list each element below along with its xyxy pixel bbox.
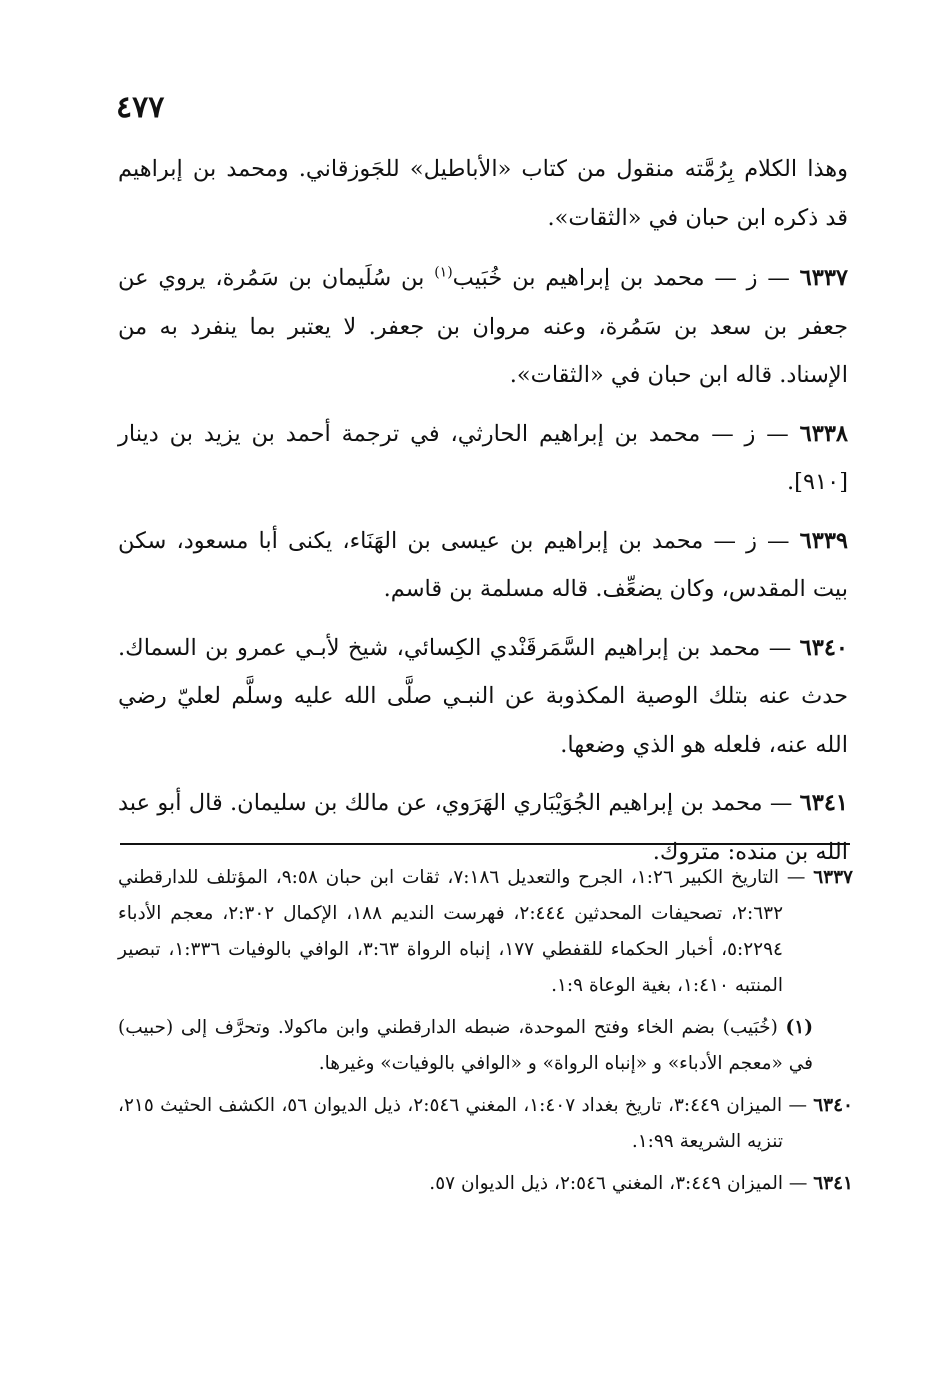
paragraph-text: وهذا الكلام بِرُمَّته منقول من كتاب «الأباطيل» للجَوزقاني. ومحمد بن إبراهيم قد ذكره ابن حبان في «الثقات».: [118, 156, 848, 231]
entry-number: ٦٣٣٧: [799, 265, 849, 291]
footnote-text: (خُبَيب) بضم الخاء وفتح الموحدة، ضبطه الدارقطني وابن ماكولا. وتحرَّف إلى (حبيب) في «معجم الأدباء» و «إنباه الرواة» و «الوافي بالوفيات» وغيرها.: [118, 1017, 813, 1074]
footnote-label: ٦٣٤١: [813, 1173, 853, 1194]
footnote-sources-6340: [118, 1088, 853, 1160]
entry-number: ٦٣٤١: [799, 790, 849, 816]
footnote-label: (١): [785, 1017, 813, 1038]
page-number: ٤٧٧: [116, 90, 165, 125]
entry-text: — ز — محمد بن إبراهيم بن عيسى بن الهَنَاء، يكنى أبا مسعود، سكن بيت المقدس، وكان يضعِّف. قاله مسلمة بن قاسم.: [118, 527, 848, 602]
footnote-sources-6337: [118, 860, 853, 1004]
footnote-label: ٦٣٣٧: [813, 867, 853, 888]
footnote-text: — التاريخ الكبير ١:٢٦، الجرح والتعديل ٧:١٨٦، ثقات ابن حبان ٩:٥٨، المؤتلف للدارقطني ٢:٦٣٢، تصحيفات المحدثين ٢:٤٤٤، فهرست النديم ١٨٨، الإكمال ٢:٣٠٢، معجم الأدباء ٥:٢٢٩٤، أخبار الحكماء للقفطي ١٧٧، إنباه الرواة ٣:٦٣، الوافي بالوفيات ١:٣٣٦، تبصير المنتبه ١:٤١٠، بغية الوعاة ١:٩.: [118, 867, 806, 996]
entry-6340: [118, 624, 848, 770]
footnote-sources-6341: [118, 1166, 853, 1202]
footnote-label: ٦٣٤٠: [813, 1095, 853, 1116]
entry-6337: [118, 254, 848, 400]
entry-6338: [118, 410, 848, 507]
entry-text: — ز — محمد بن إبراهيم الحارثي، في ترجمة أحمد بن يزيد بن دينار [٩١٠].: [118, 420, 848, 495]
entry-text: — محمد بن إبراهيم السَّمَرقَنْدي الكِسائي، شيخ لأبـي عمرو بن السماك. حدث عنه بتلك الوصية المكذوبة عن النبـي صلَّى الله عليه وسلَّم لعليّ رضي الله عنه، فلعله هو الذي وضعها.: [118, 634, 848, 758]
entry-text: — ز — محمد بن إبراهيم بن خُبَيب: [452, 265, 790, 291]
entry-text: — محمد بن إبراهيم الجُوَيْبَاري الهَرَوي، عن مالك بن سليمان. قال أبو عبد الله بن منده: متروك.: [118, 790, 848, 865]
entry-number: ٦٣٣٨: [799, 420, 849, 447]
entry-number: ٦٣٣٩: [799, 527, 848, 554]
footnote-1: [118, 1010, 853, 1082]
footnote-text: — الميزان ٣:٤٤٩، تاريخ بغداد ١:٤٠٧، المغني ٢:٥٤٦، ذيل الديوان ٥٦، الكشف الحثيث ٢١٥، تنزيه الشريعة ١:٩٩.: [118, 1095, 807, 1152]
footnote-marker[interactable]: (١): [434, 264, 453, 281]
entry-6339: [118, 517, 848, 614]
footnotes-section: [118, 860, 853, 1208]
entry-number: ٦٣٤٠: [799, 634, 848, 661]
paragraph-continuation: [118, 145, 848, 242]
footnote-text: — الميزان ٣:٤٤٩، المغني ٢:٥٤٦، ذيل الديوان ٥٧.: [429, 1173, 808, 1194]
main-text: [118, 145, 848, 886]
entry-text-continued: بن سُلَيمان بن سَمُرة، يروي عن جعفر بن سعد بن سَمُرة، وعنه مروان بن جعفر. لا يعتبر بما ينفرد به من الإسناد. قاله ابن حبان في «الثقات».: [118, 265, 848, 388]
footnote-separator: [120, 843, 850, 845]
